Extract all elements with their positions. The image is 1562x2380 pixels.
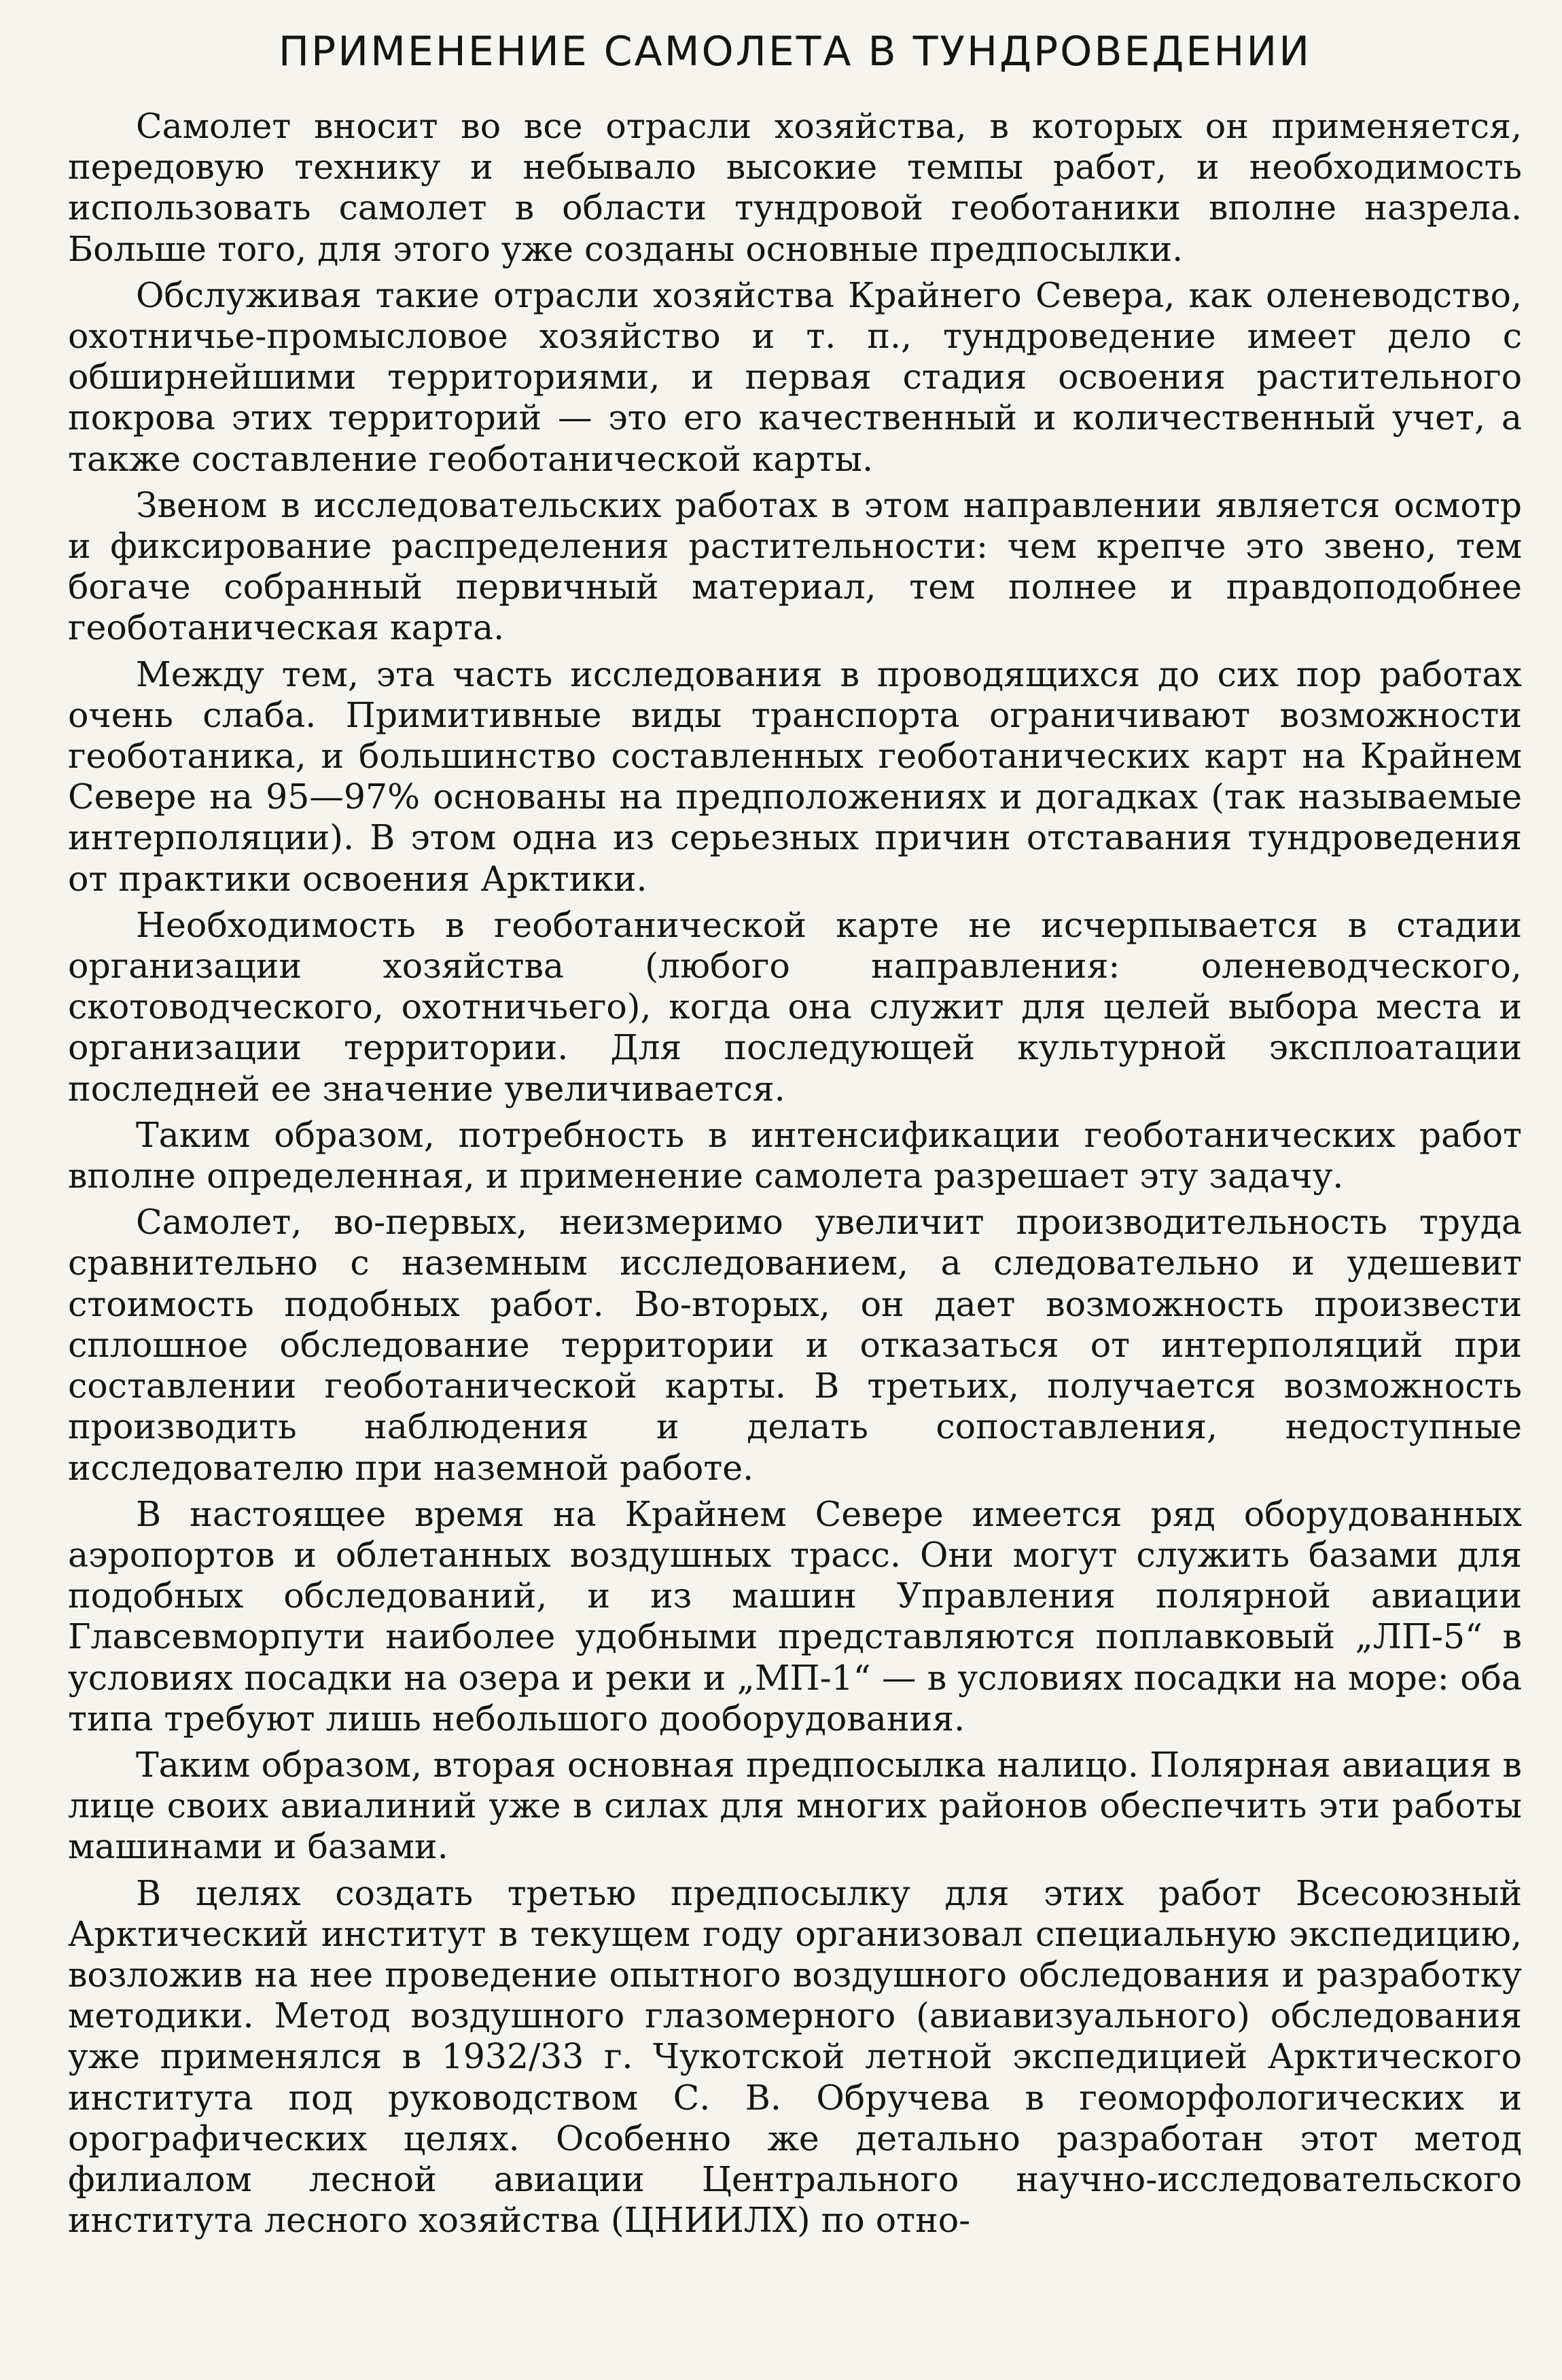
paragraph: Таким образом, потребность в интенсификации геоботанических работ вполне определенная, и применение самолета разрешает эту задачу.	[68, 1114, 1522, 1196]
document-page	[68, 27, 1522, 2364]
paragraph: Звеном в исследовательских работах в этом направлении является осмотр и фиксирование распределения растительности: чем крепче это звено, тем богаче собранный первичный материал, тем полнее и правдоподобнее геоботаническая карта.	[68, 484, 1522, 648]
paragraph: В настоящее время на Крайнем Севере имеется ряд оборудованных аэропортов и облетанных воздушных трасс. Они могут служить базами для подобных обследований, и из машин Управления полярной авиации Главсевморпути наиболее удобными представляются поплавковый „ЛП-5“ в условиях посадки на озера и реки и „МП-1“ — в условиях посадки на море: оба типа требуют лишь небольшого дооборудования.	[68, 1493, 1522, 1739]
paragraph: Самолет, во-первых, неизмеримо увеличит производительность труда сравнительно с наземным исследованием, а следовательно и удешевит стоимость подобных работ. Во-вторых, он дает возможность произвести сплошное обследование территории и отказаться от интерполяций при составлении геоботанической карты. В третьих, получается возможность производить наблюдения и делать сопоставления, недоступные исследователю при наземной работе.	[68, 1202, 1522, 1488]
paragraph: Самолет вносит во все отрасли хозяйства, в которых он применяется, передовую технику и небывало высокие темпы работ, и необходимость использовать самолет в области тундровой геоботаники вполне назрела. Больше того, для этого уже созданы основные предпосылки.	[68, 106, 1522, 269]
article-title: ПРИМЕНЕНИЕ САМОЛЕТА В ТУНДРОВЕДЕНИИ	[278, 28, 1312, 75]
paragraph: Таким образом, вторая основная предпосылка налицо. Полярная авиация в лице своих авиалиний уже в силах для многих районов обеспечить эти работы машинами и базами.	[68, 1744, 1522, 1867]
paragraph: Необходимость в геоботанической карте не исчерпывается в стадии организации хозяйства (любого направления: оленеводческого, скотоводческого, охотничьего), когда она служит для целей выбора места и организации территории. Для последующей культурной эксплоатации последней ее значение увеличивается.	[68, 904, 1522, 1109]
paragraph: В целях создать третью предпосылку для этих работ Всесоюзный Арктический институт в текущем году организовал специальную экспедицию, возложив на нее проведение опытного воздушного обследования и разработку методики. Метод воздушного глазомерного (авиавизуального) обследования уже применялся в 1932/33 г. Чукотской летной экспедицией Арктического института под руководством С. В. Обручева в геоморфологических и орографических целях. Особенно же детально разработан этот метод филиалом лесной авиации Центрального научно-исследовательского института лесного хозяйства (ЦНИИЛХ) по отно-	[68, 1872, 1522, 2241]
paragraph: Обслуживая такие отрасли хозяйства Крайнего Севера, как оленеводство, охотничье-промысловое хозяйство и т. п., тундроведение имеет дело с обширнейшими территориями, и первая стадия освоения растительного покрова этих территорий — это его качественный и количественный учет, а также составление геоботанической карты.	[68, 274, 1522, 479]
paragraph: Между тем, эта часть исследования в проводящихся до сих пор работах очень слаба. Примитивные виды транспорта ограничивают возможности геоботаника, и большинство составленных геоботанических карт на Крайнем Севере на 95—97% основаны на предположениях и догадках (так называемые интерполяции). В этом одна из серьезных причин отставания тундроведения от практики освоения Арктики.	[68, 654, 1522, 899]
